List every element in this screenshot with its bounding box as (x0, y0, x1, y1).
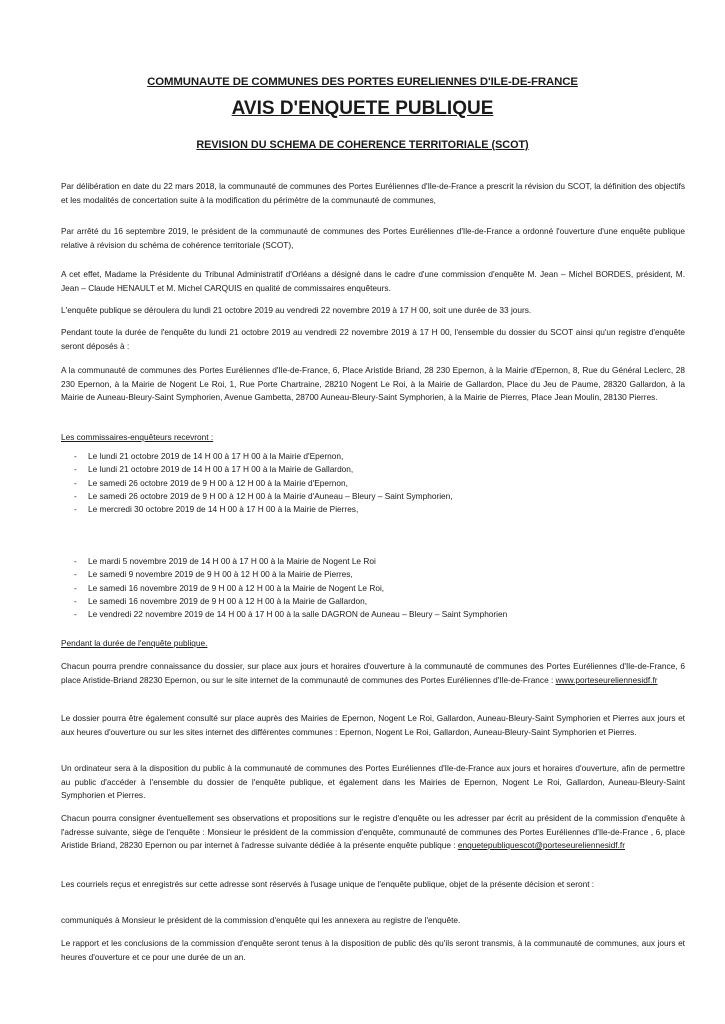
list-item: - Le mercredi 30 octobre 2019 de 14 H 00 à 17 H 00 à la Mairie de Pierres, (74, 503, 674, 516)
commissaires-heading: Les commissaires-enquêteurs recevront : (61, 432, 214, 442)
paragraph-depot: Pendant toute la durée de l'enquête du lundi 21 octobre 2019 au vendredi 22 novembre 2019 à 17 H 00, l'ensemble du dossier du SCOT ainsi qu'un registre d'enquête seront déposés à : (61, 327, 685, 351)
list-item: - Le lundi 21 octobre 2019 de 14 H 00 à 17 H 00 à la Mairie de Gallardon, (74, 463, 674, 476)
list-item: - Le mardi 5 novembre 2019 de 14 H 00 à 17 H 00 à la Mairie de Nogent Le Roi (74, 555, 674, 568)
paragraph-courriels: Les courriels reçus et enregistrés sur cette adresse sont réservés à l'usage unique de l'enquête publique, objet de la présente décision et seront : (61, 879, 595, 889)
email-link[interactable]: enquetepubliquescot@porteseureliennesidf.fr (457, 840, 625, 850)
paragraph-lieux: A la communauté de communes des Portes Euréliennes d'Ile-de-France, 6, Place Aristide Briand, 28 230 Epernon, à la Mairie d'Epernon, 8, Rue du Général Leclerc, 28 230 Epernon, à la Mairie de Nogent Le Roi, 1, Rue Porte Chartraine, 28210 Nogent Le Roi, à la Mairie de Gallardon, Place du Jeu de Paume, 28320 Gallardon, à la Mairie de Auneau-Bleury-Saint Symphorien, Avenue Gambetta, 28700 Auneau-Bleury-Saint Symphorien, à la Mairie de Pierres, Place Jean Moulin, 28130 Pierres. (61, 365, 685, 402)
list-item: - Le samedi 9 novembre 2019 de 9 H 00 à 12 H 00 à la Mairie de Pierres, (74, 568, 674, 581)
notice-subtitle: REVISION DU SCHEMA DE COHERENCE TERRITORIALE (SCOT) (196, 139, 529, 151)
paragraph-communiques: communiqués à Monsieur le président de la commission d'enquête qui les annexera au registre de l'enquête. (61, 915, 461, 925)
list-item: - Le samedi 16 novembre 2019 de 9 H 00 à 12 H 00 à la Mairie de Gallardon, (74, 595, 674, 608)
list-item: - Le vendredi 22 novembre 2019 de 14 H 00 à 17 H 00 à la salle DAGRON de Auneau – Bleury – Saint Symphorien (74, 608, 674, 621)
paragraph-observations (61, 812, 685, 853)
list-item: - Le samedi 26 octobre 2019 de 9 H 00 à 12 H 00 à la Mairie d'Auneau – Bleury – Saint Symphorien, (74, 490, 674, 503)
list-item: - Le lundi 21 octobre 2019 de 14 H 00 à 17 H 00 à la Mairie d'Epernon, (74, 450, 674, 463)
organization-heading: COMMUNAUTE DE COMMUNES DES PORTES EURELIENNES D'ILE-DE-FRANCE (147, 76, 578, 88)
paragraph-arrete: Par arrêté du 16 septembre 2019, le président de la communauté de communes des Portes Euréliennes d'Ile-de-France a ordonné l'ouverture d'une enquête publique relative à révision du schéma de cohérence territoriale (SCOT), (61, 226, 685, 250)
list-item: - Le samedi 16 novembre 2019 de 9 H 00 à 12 H 00 à la Mairie de Nogent Le Roi, (74, 582, 674, 595)
notice-title: AVIS D'ENQUETE PUBLIQUE (231, 98, 494, 119)
paragraph-mairies: Le dossier pourra être également consulté sur place auprès des Mairies de Epernon, Nogent Le Roi, Gallardon, Auneau-Bleury-Saint Symphorien et Pierres aux jours et aux heures d'ouverture ou sur les sites internet des différentes communes : Epernon, Nogent Le Roi, Gallardon, Auneau-Bleury-Saint Symphorien et Pierres. (61, 713, 685, 737)
paragraph-duree: L'enquête publique se déroulera du lundi 21 octobre 2019 au vendredi 22 novembre 2019 à 17 H 00, soit une durée de 33 jours. (61, 305, 532, 315)
list-item: - Le samedi 26 octobre 2019 de 9 H 00 à 12 H 00 à la Mairie d'Epernon, (74, 477, 674, 490)
paragraph-commission: A cet effet, Madame la Présidente du Tribunal Administratif d'Orléans a désigné dans le cadre d'une commission d'enquête M. Jean – Michel BORDES, président, M. Jean – Claude HENAULT et M. Michel CARQUIS en qualité de commissaires enquêteurs. (61, 269, 685, 293)
paragraph-deliberation: Par délibération en date du 22 mars 2018, la communauté de communes des Portes Euréliennes d'Ile-de-France a prescrit la révision du SCOT, la définition des objectifs et les modalités de concertation suite à la modification du périmètre de la communauté de communes, (61, 181, 685, 205)
observations-text: Chacun pourra consigner éventuellement ses observations et propositions sur le registre d'enquête ou les adresser par écrit au président de la commission d'enquête à l'adresse suivante, siège de l'enquête : Monsieur le président de la commission d'enquête, communauté de communes des Portes Euréliennes d'Ile-de-France , 6, place Aristide Briand, 28230 Epernon ou par internet à l'adresse suivante dédiée à la présente enquête publique : (61, 813, 685, 850)
consultation-text: Chacun pourra prendre connaissance du dossier, sur place aux jours et horaires d'ouverture à la communauté de communes des Portes Euréliennes d'Ile-de-France, 6 place Aristide-Briand 28230 Epernon, ou sur le site internet de la communauté de communes des Portes Euréliennes d'Ile-de-France : (61, 661, 685, 685)
website-link[interactable]: www.porteseureliennesidf.fr (555, 674, 658, 685)
pendant-heading: Pendant la durée de l'enquête publique. (61, 638, 208, 648)
paragraph-ordinateur: Un ordinateur sera à la disposition du public à la communauté de communes des Portes Euréliennes d'Ile-de-France aux jours et horaires d'ouverture, afin de permettre au public d'accéder à l'ensemble du dossier de l'enquête publique, et également dans les Mairies de Epernon, Nogent Le Roi, Gallardon, Auneau-Bleury-Saint Symphorien et Pierres. (61, 763, 685, 800)
paragraph-consultation (61, 660, 685, 687)
paragraph-rapport: Le rapport et les conclusions de la commission d'enquête seront tenus à la disposition de public dès qu'ils seront transmis, à la communauté de communes, aux jours et heures d'ouverture et ce pour une durée de un an. (61, 938, 685, 962)
permanences-list-october (74, 450, 674, 516)
permanences-list-november (74, 555, 674, 621)
